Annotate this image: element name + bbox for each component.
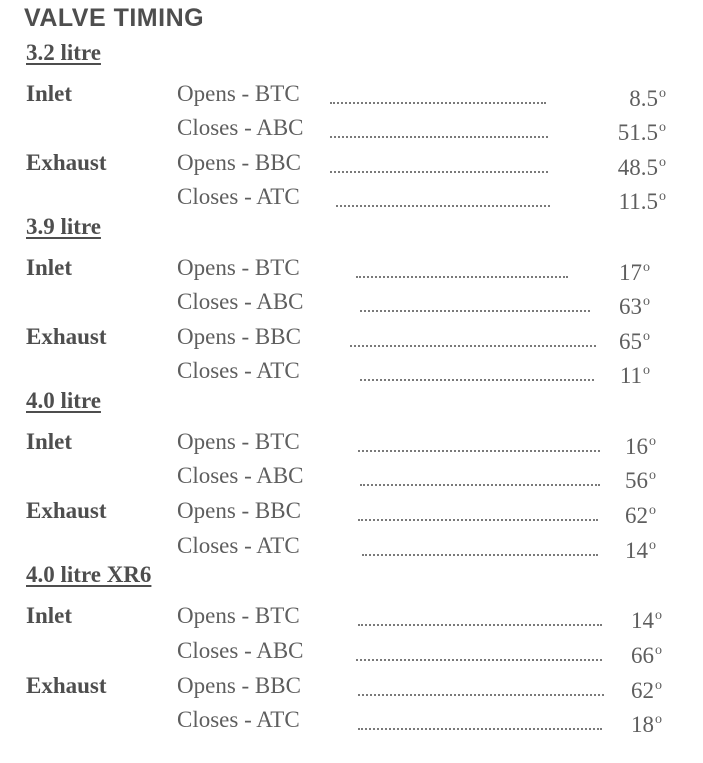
degree-symbol: o (659, 86, 666, 101)
valve-label: Exhaust (26, 150, 107, 175)
degree-symbol: o (659, 189, 666, 204)
degree-symbol: o (643, 294, 650, 309)
degree-value: 17 (619, 260, 642, 285)
dot-leader (356, 627, 602, 661)
degree-value: 62 (631, 678, 654, 703)
valve-label: Inlet (26, 255, 72, 280)
timing-row (0, 321, 703, 353)
event-label: Opens - BTC (177, 81, 300, 106)
timing-value (631, 670, 662, 707)
event-label: Closes - ATC (177, 358, 300, 383)
timing-value (619, 286, 650, 323)
degree-value: 8.5 (629, 86, 658, 111)
dot-leader (360, 278, 590, 312)
event-label: Opens - BBC (177, 673, 301, 698)
degree-symbol: o (655, 712, 662, 727)
event-label: Opens - BTC (177, 255, 300, 280)
valve-label: Inlet (26, 81, 72, 106)
degree-symbol: o (649, 503, 656, 518)
dot-leader (360, 347, 594, 381)
timing-value (625, 495, 656, 532)
section-heading: 4.0 litre (26, 388, 101, 413)
degree-value: 66 (631, 643, 654, 668)
dot-leader (358, 592, 602, 626)
valve-label: Exhaust (26, 673, 107, 698)
timing-value (625, 460, 656, 497)
degree-symbol: o (659, 155, 666, 170)
event-label: Closes - ATC (177, 707, 300, 732)
section-heading: 4.0 litre XR6 (26, 562, 152, 587)
timing-row (0, 252, 703, 284)
degree-value: 16 (625, 434, 648, 459)
timing-row (0, 181, 703, 213)
degree-symbol: o (655, 678, 662, 693)
event-label: Closes - ATC (177, 533, 300, 558)
degree-value: 14 (631, 608, 654, 633)
degree-symbol: o (655, 643, 662, 658)
event-label: Opens - BBC (177, 150, 301, 175)
timing-value (619, 321, 650, 358)
degree-value: 48.5 (617, 155, 658, 180)
degree-value: 11 (619, 363, 642, 388)
timing-value (618, 147, 666, 184)
timing-value (631, 600, 662, 637)
page-title: VALVE TIMING (24, 4, 205, 32)
degree-symbol: o (649, 468, 656, 483)
timing-value (620, 355, 650, 392)
degree-symbol: o (649, 434, 656, 449)
degree-value: 62 (625, 503, 648, 528)
dot-leader (358, 487, 598, 521)
timing-row (0, 530, 703, 562)
valve-label: Inlet (26, 429, 72, 454)
event-label: Closes - ABC (177, 638, 304, 663)
valve-label: Exhaust (26, 324, 107, 349)
timing-value (618, 112, 666, 149)
degree-symbol: o (643, 260, 650, 275)
degree-value: 18 (631, 712, 654, 737)
event-label: Opens - BBC (177, 324, 301, 349)
section-heading: 3.2 litre (26, 40, 101, 65)
dot-leader (360, 452, 600, 486)
dot-leader (330, 139, 548, 173)
degree-value: 51.5 (617, 120, 658, 145)
dot-leader (362, 522, 598, 556)
timing-value (619, 252, 650, 289)
event-label: Opens - BTC (177, 603, 300, 628)
event-label: Opens - BBC (177, 498, 301, 523)
event-label: Closes - ABC (177, 115, 304, 140)
dot-leader (330, 70, 546, 104)
timing-value (629, 78, 666, 115)
degree-symbol: o (655, 608, 662, 623)
degree-symbol: o (643, 363, 650, 378)
timing-value (619, 181, 666, 218)
degree-value: 11.5 (618, 189, 658, 214)
dot-leader (358, 662, 604, 696)
event-label: Opens - BTC (177, 429, 300, 454)
timing-value (631, 635, 662, 672)
event-label: Closes - ABC (177, 463, 304, 488)
degree-symbol: o (649, 538, 656, 553)
section-heading: 3.9 litre (26, 214, 101, 239)
dot-leader (358, 418, 600, 452)
timing-row (0, 704, 703, 736)
event-label: Closes - ABC (177, 289, 304, 314)
timing-value (625, 530, 656, 567)
degree-value: 65 (619, 329, 642, 354)
timing-value (625, 426, 656, 463)
dot-leader (336, 173, 550, 207)
valve-label: Exhaust (26, 498, 107, 523)
degree-value: 56 (625, 468, 648, 493)
degree-value: 14 (625, 538, 648, 563)
event-label: Closes - ATC (177, 184, 300, 209)
dot-leader (330, 104, 548, 138)
dot-leader (350, 313, 596, 347)
timing-value (631, 704, 662, 741)
dot-leader (356, 244, 568, 278)
degree-value: 63 (619, 294, 642, 319)
valve-label: Inlet (26, 603, 72, 628)
degree-symbol: o (659, 120, 666, 135)
degree-symbol: o (643, 329, 650, 344)
dot-leader (358, 696, 602, 730)
timing-row (0, 355, 703, 387)
